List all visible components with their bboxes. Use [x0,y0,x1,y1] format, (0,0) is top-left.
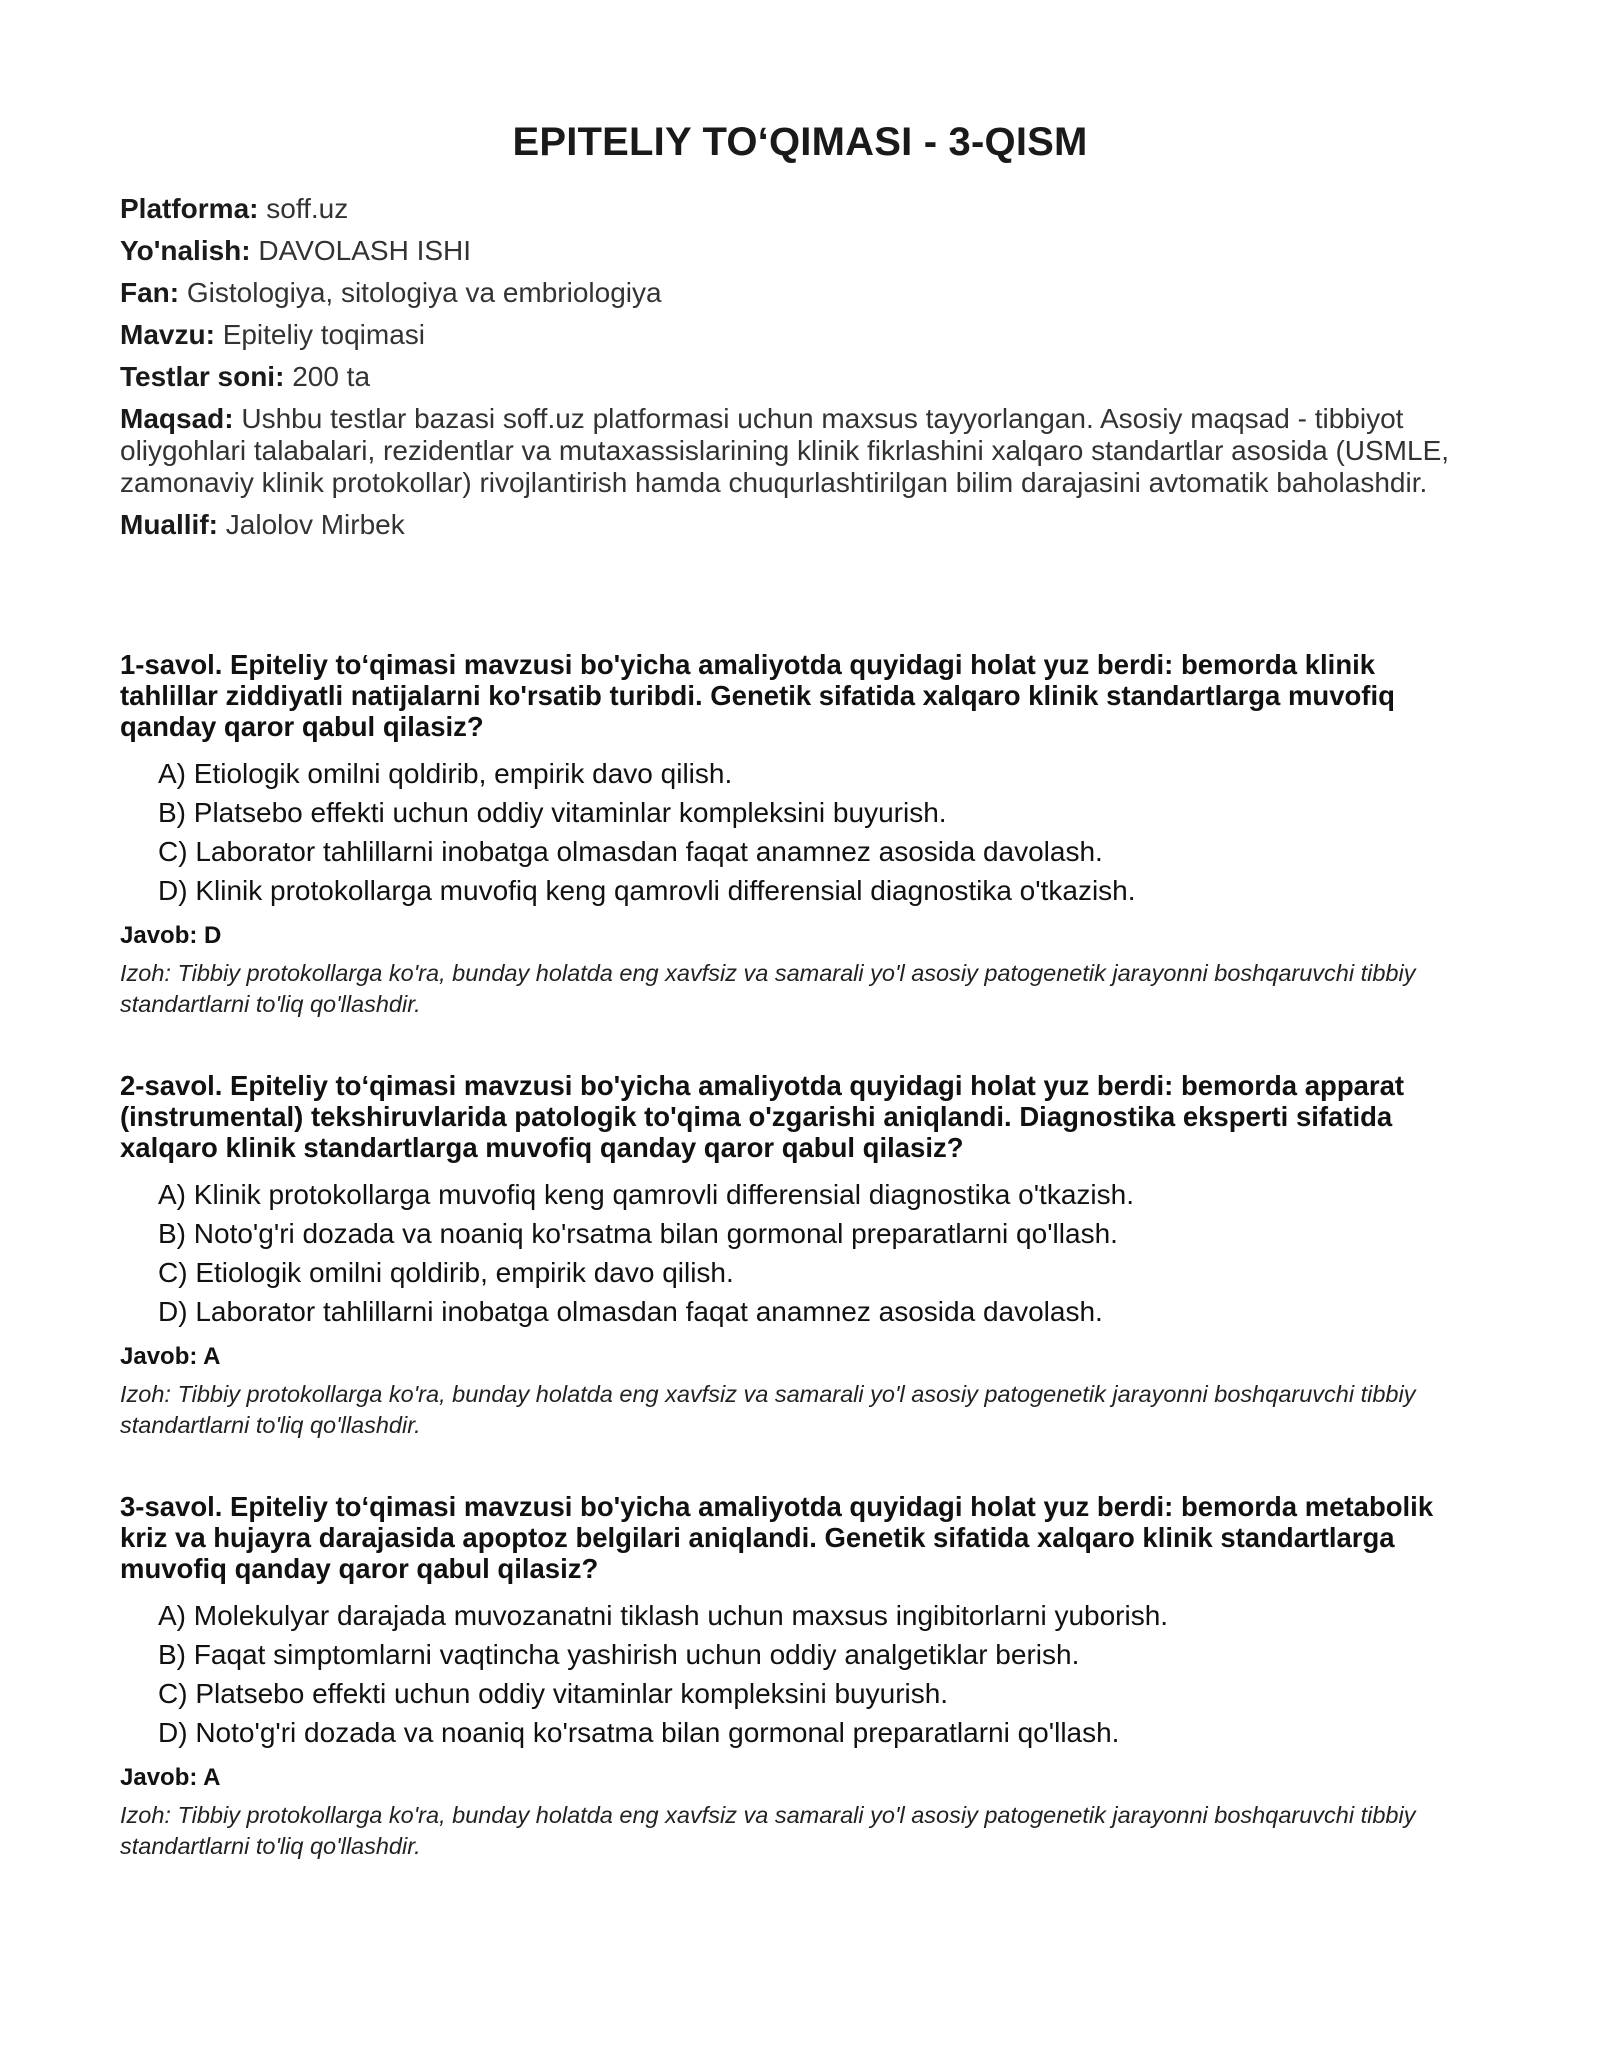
option-c: C) Etiologik omilni qoldirib, empirik davo qilish. [158,1257,734,1288]
option-a: A) Etiologik omilni qoldirib, empirik davo qilish. [158,758,733,789]
question-3 [120,1491,1480,1862]
meta-value: soff.uz [266,193,349,224]
meta-value: DAVOLASH ISHI [258,235,472,266]
meta-label: Mavzu: [120,319,215,350]
meta-label: Maqsad: [120,403,234,434]
meta-label: Muallif: [120,509,218,540]
meta-platform [120,193,1480,225]
meta-value: Gistologiya, sitologiya va embriologiya [186,277,662,308]
option-a: A) Molekulyar darajada muvozanatni tiklash uchun maxsus ingibitorlarni yuborish. [158,1600,1169,1631]
option-b: B) Platsebo effekti uchun oddiy vitaminlar kompleksini buyurish. [158,797,947,828]
meta-value: Epiteliy toqimasi [222,319,425,350]
option-d: D) Laborator tahlillarni inobatga olmasdan faqat anamnez asosida davolash. [158,1296,1103,1327]
question-text: 3-savol. Epiteliy to‘qimasi mavzusi bo'yicha amaliyotda quyidagi holat yuz berdi: bemorda metabolik kriz va hujayra darajasida apoptoz belgilari aniqlandi. Genetik sifatida xalqaro klinik standartlarga muvofiq qanday qaror qabul qilasiz? [120,1491,1434,1584]
meta-purpose [120,403,1480,499]
question-1 [120,649,1480,1020]
meta-label: Platforma: [120,193,259,224]
meta-author [120,509,1480,541]
explanation-text: Izoh: Tibbiy protokollarga ko'ra, bunday holatda eng xavfsiz va samarali yo'l asosiy patogenetik jarayonni boshqaruvchi tibbiy standartlarni to'liq qo'llashdir. [120,1381,1416,1438]
document-title: EPITELIY TO‘QIMASI - 3-QISM [512,120,1088,164]
option-b: B) Noto'g'ri dozada va noaniq ko'rsatma bilan gormonal preparatlarni qo'llash. [158,1218,1118,1249]
document-metadata [120,193,1480,541]
question-text: 2-savol. Epiteliy to‘qimasi mavzusi bo'yicha amaliyotda quyidagi holat yuz berdi: bemorda apparat (instrumental) tekshiruvlarida patologik to'qima o'zgarishi aniqlandi. Diagnostika eksperti sifatida xalqaro klinik standartlarga muvofiq qanday qaror qabul qilasiz? [120,1070,1405,1163]
explanation-text: Izoh: Tibbiy protokollarga ko'ra, bunday holatda eng xavfsiz va samarali yo'l asosiy patogenetik jarayonni boshqaruvchi tibbiy standartlarni to'liq qo'llashdir. [120,1802,1416,1859]
answer-label: Javob: D [120,922,222,949]
explanation-text: Izoh: Tibbiy protokollarga ko'ra, bunday holatda eng xavfsiz va samarali yo'l asosiy patogenetik jarayonni boshqaruvchi tibbiy standartlarni to'liq qo'llashdir. [120,960,1416,1017]
meta-value: Jalolov Mirbek [225,509,405,540]
meta-test-count [120,361,1480,393]
document-page [120,120,1480,1912]
option-c: C) Platsebo effekti uchun oddiy vitaminlar kompleksini buyurish. [158,1678,949,1709]
meta-label: Fan: [120,277,180,308]
answer-label: Javob: A [120,1764,221,1791]
meta-value: 200 ta [292,361,371,392]
meta-topic [120,319,1480,351]
meta-value: Ushbu testlar bazasi soff.uz platformasi uchun maxsus tayyorlangan. Asosiy maqsad - tibbiyot oliygohlari talabalari, rezidentlar va mutaxassislarining klinik fikrlashini xalqaro standartlar asosida (USMLE, zamonaviy klinik protokollar) rivojlantirish hamda chuqurlashtirilgan bilim darajasini avtomatik baholashdir. [120,403,1450,498]
question-2 [120,1070,1480,1441]
option-a: A) Klinik protokollarga muvofiq keng qamrovli differensial diagnostika o'tkazish. [158,1179,1134,1210]
option-c: C) Laborator tahlillarni inobatga olmasdan faqat anamnez asosida davolash. [158,836,1103,867]
meta-direction [120,235,1480,267]
question-text: 1-savol. Epiteliy to‘qimasi mavzusi bo'yicha amaliyotda quyidagi holat yuz berdi: bemorda klinik tahlillar ziddiyatli natijalarni ko'rsatib turibdi. Genetik sifatida xalqaro klinik standartlarga muvofiq qanday qaror qabul qilasiz? [120,649,1395,742]
option-d: D) Klinik protokollarga muvofiq keng qamrovli differensial diagnostika o'tkazish. [158,875,1136,906]
meta-label: Testlar soni: [120,361,285,392]
meta-label: Yo'nalish: [120,235,251,266]
meta-subject [120,277,1480,309]
option-d: D) Noto'g'ri dozada va noaniq ko'rsatma bilan gormonal preparatlarni qo'llash. [158,1717,1120,1748]
option-b: B) Faqat simptomlarni vaqtincha yashirish uchun oddiy analgetiklar berish. [158,1639,1080,1670]
answer-label: Javob: A [120,1343,221,1370]
